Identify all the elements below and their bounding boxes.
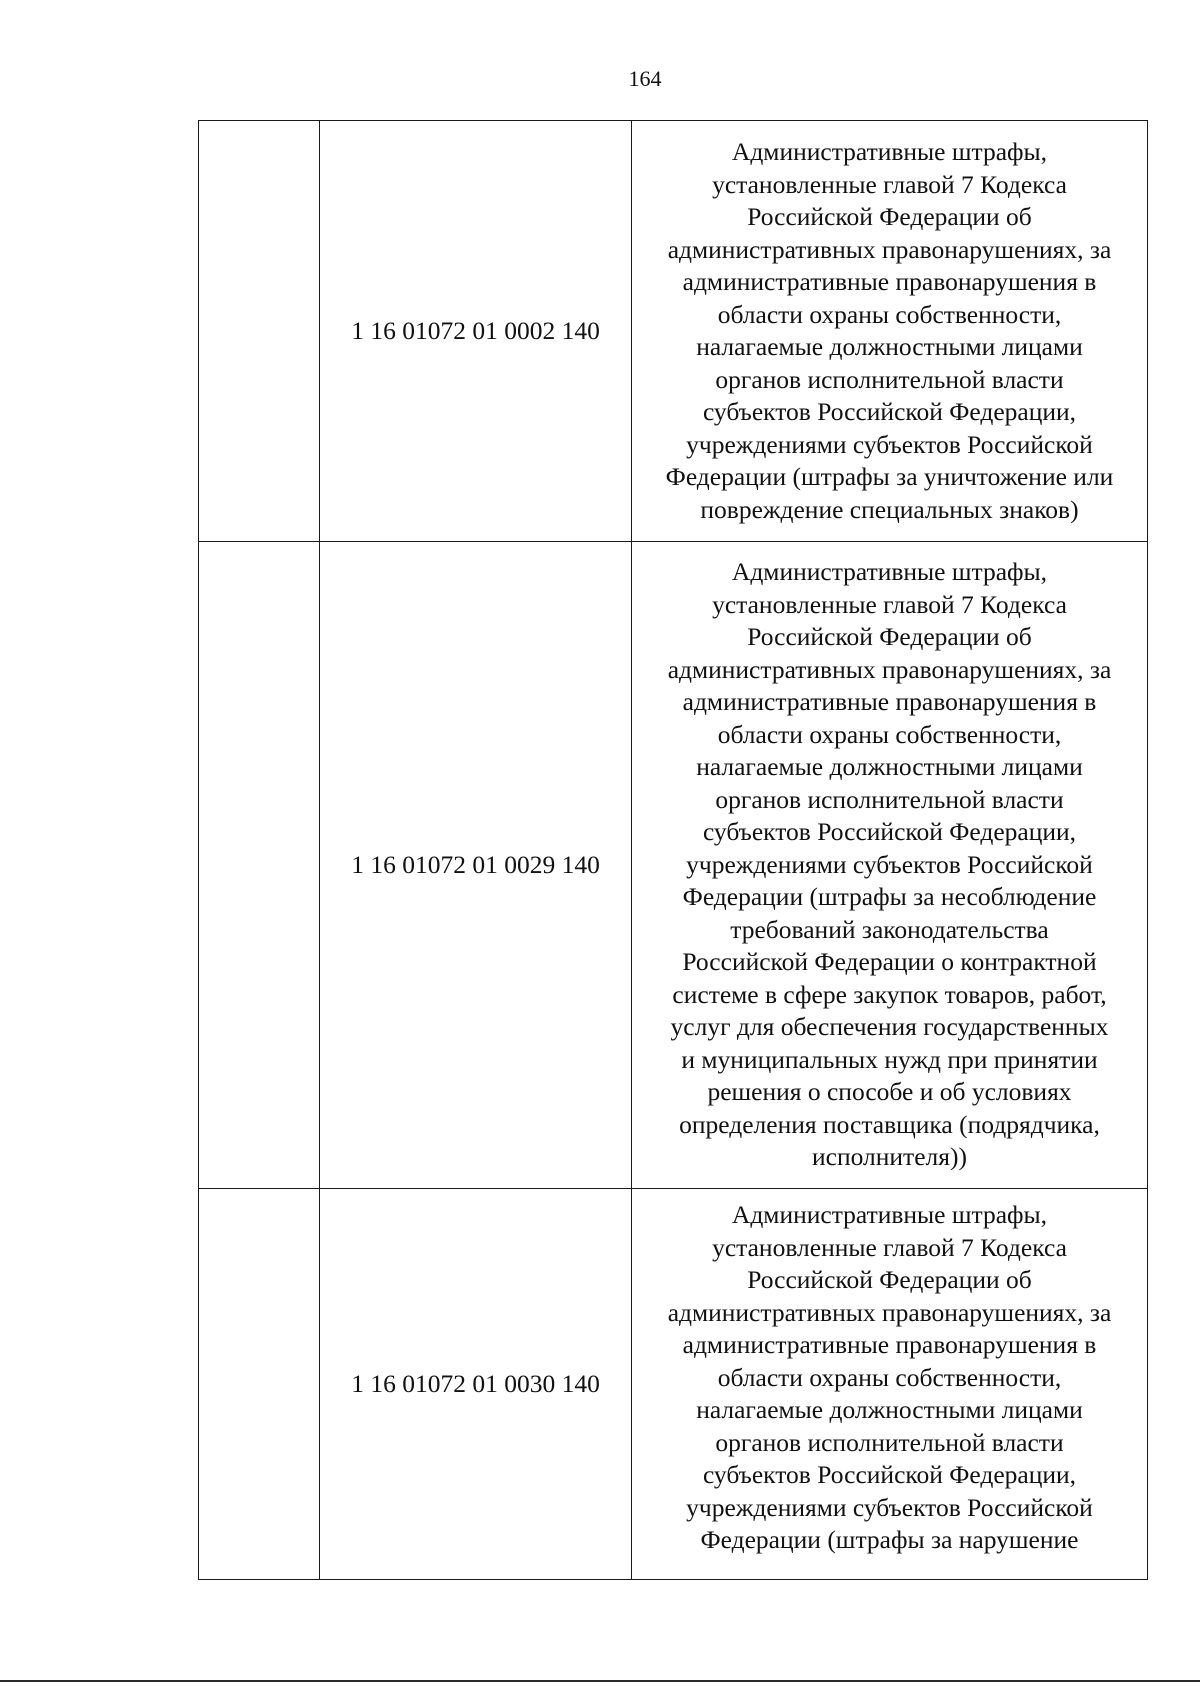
empty-cell xyxy=(199,1189,320,1580)
description-line: Административные штрафы, xyxy=(731,557,1048,587)
description-line: Российской Федерации о контрактной xyxy=(682,947,1097,977)
empty-cell xyxy=(199,121,320,542)
description-line: административные правонарушения в xyxy=(682,687,1097,717)
bottom-scan-edge-line xyxy=(0,1680,1200,1682)
description-line: исполнителя)) xyxy=(812,1142,967,1172)
description-line: административных правонарушениях, за xyxy=(667,654,1112,684)
description-line: административные правонарушения в xyxy=(682,1330,1097,1359)
code-cell: 1 16 01072 01 0002 140 xyxy=(320,121,632,542)
description-line: субъектов Российской Федерации, xyxy=(702,397,1077,426)
description-line: области охраны собственности, xyxy=(717,1362,1062,1392)
description-line: Федерации (штрафы за несоблюдение xyxy=(682,882,1097,912)
description-line: области охраны собственности, xyxy=(717,299,1062,329)
description-line: области охраны собственности, xyxy=(717,719,1062,749)
description-line: налагаемые должностными лицами xyxy=(696,332,1083,361)
description-line: повреждение специальных знаков) xyxy=(700,494,1079,524)
description-line: учреждениями субъектов Российской xyxy=(686,429,1093,459)
description-line: Административные штрафы, xyxy=(731,137,1048,166)
budget-classification-table xyxy=(198,120,1148,1580)
description-line: органов исполнительной власти xyxy=(715,1427,1064,1457)
description-line: Федерации (штрафы за уничтожение или xyxy=(665,462,1114,491)
description-line: требований законодательства xyxy=(730,914,1049,944)
description-line: административные правонарушения в xyxy=(682,267,1097,296)
description-line: учреждениями субъектов Российской xyxy=(686,1492,1093,1522)
description-line: установленные главой 7 Кодекса xyxy=(712,169,1067,199)
description-line: Федерации (штрафы за нарушение xyxy=(700,1525,1079,1554)
code-cell: 1 16 01072 01 0029 140 xyxy=(320,542,632,1189)
description-line: системе в сфере закупок товаров, работ, xyxy=(672,979,1107,1009)
code-cell: 1 16 01072 01 0030 140 xyxy=(320,1189,632,1580)
description-line: и муниципальных нужд при принятии xyxy=(681,1044,1098,1074)
description-line: административных правонарушениях, за xyxy=(667,234,1112,264)
description-cell xyxy=(632,1189,1148,1580)
page-number: 164 xyxy=(628,66,662,91)
description-line: Российской Федерации об xyxy=(747,202,1032,231)
description-line: налагаемые должностными лицами xyxy=(696,752,1083,782)
description-line: услуг для обеспечения государственных xyxy=(670,1012,1109,1042)
description-line: установленные главой 7 Кодекса xyxy=(712,1232,1067,1262)
description-line: решения о способе и об условиях xyxy=(707,1077,1072,1107)
description-line: учреждениями субъектов Российской xyxy=(686,849,1093,879)
description-line: субъектов Российской Федерации, xyxy=(702,1460,1077,1489)
description-line: органов исполнительной власти xyxy=(715,784,1064,814)
table-row xyxy=(199,542,1148,1189)
description-line: установленные главой 7 Кодекса xyxy=(712,589,1067,619)
description-line: Российской Федерации об xyxy=(747,622,1032,652)
empty-cell xyxy=(199,542,320,1189)
description-line: Российской Федерации об xyxy=(747,1265,1032,1294)
description-line: административных правонарушениях, за xyxy=(667,1297,1112,1327)
description-line: определения поставщика (подрядчика, xyxy=(679,1109,1100,1139)
description-line: субъектов Российской Федерации, xyxy=(702,817,1077,847)
description-cell xyxy=(632,121,1148,542)
table-row xyxy=(199,1189,1148,1580)
description-line: Административные штрафы, xyxy=(731,1200,1048,1229)
description-cell xyxy=(632,542,1148,1189)
table-row xyxy=(199,121,1148,542)
description-line: налагаемые должностными лицами xyxy=(696,1395,1083,1424)
description-line: органов исполнительной власти xyxy=(715,364,1064,394)
